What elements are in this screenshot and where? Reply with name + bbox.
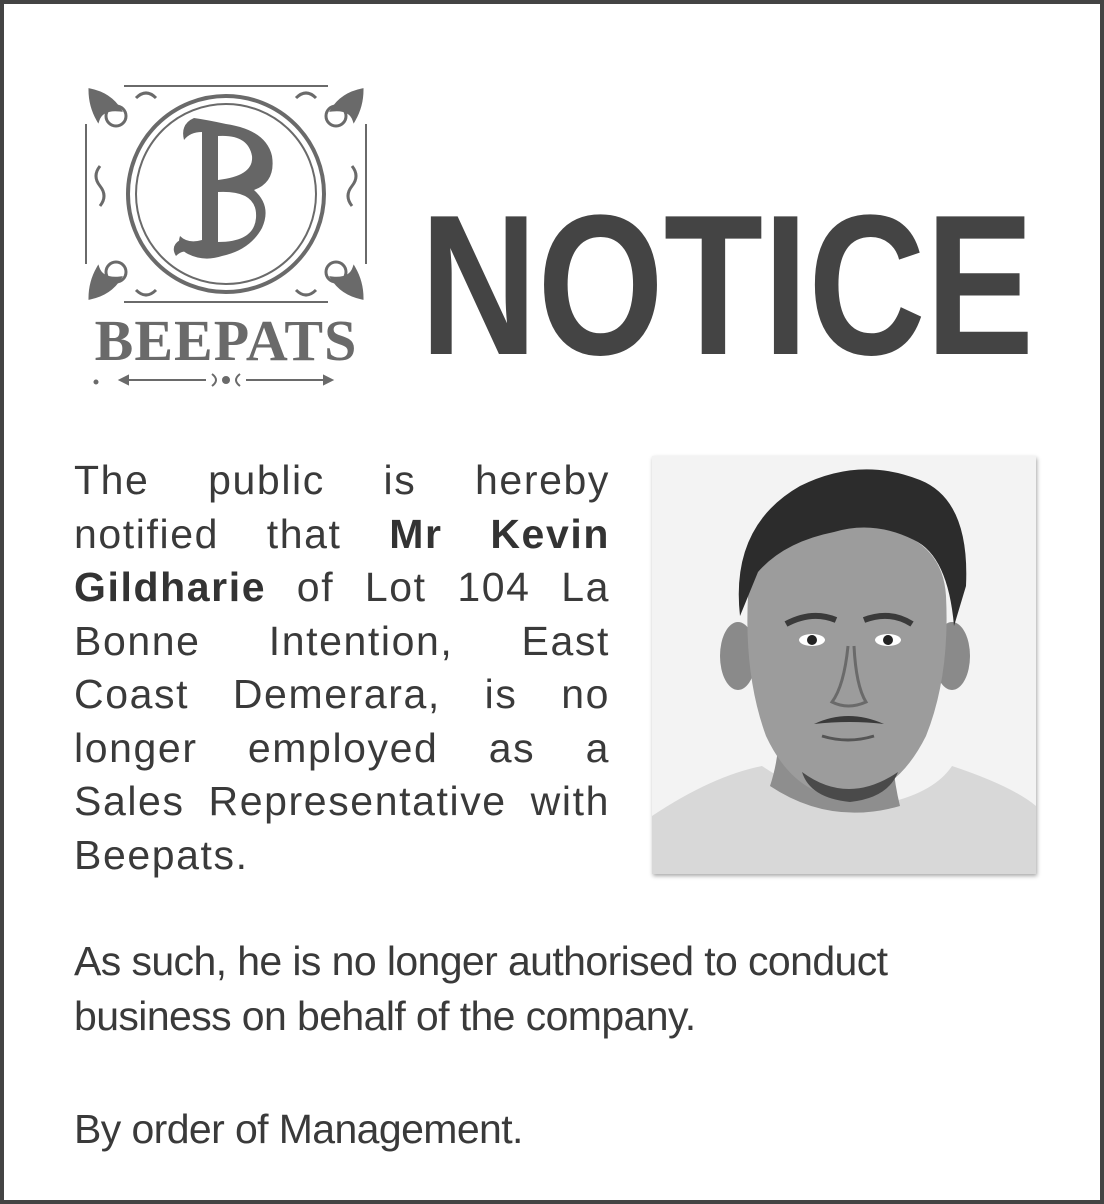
brand-name: BEEPATS [94, 308, 358, 373]
beepats-logo [76, 76, 376, 396]
portrait-photo-icon [652, 456, 1036, 874]
authorisation-paragraph: As such, he is no longer authorised to conduct business on behalf of the company. [74, 938, 888, 1039]
employee-photo [652, 456, 1036, 874]
notice-heading [420, 96, 1040, 397]
ornamental-monogram-icon [76, 76, 376, 396]
employee-name: Mr Kevin Gildharie [74, 510, 611, 610]
notice-intro-paragraph [74, 454, 610, 882]
intro-lead-text: The public is hereby notified that [74, 457, 610, 557]
notice-title-text: NOTICE [420, 174, 1034, 397]
closing-signoff: By order of Management. [74, 1106, 523, 1152]
intro-detail-text: of Lot 104 La Bonne Intention, East Coast Demerara, is no longer employed as a Sales Representative with Beepats. [74, 564, 610, 878]
